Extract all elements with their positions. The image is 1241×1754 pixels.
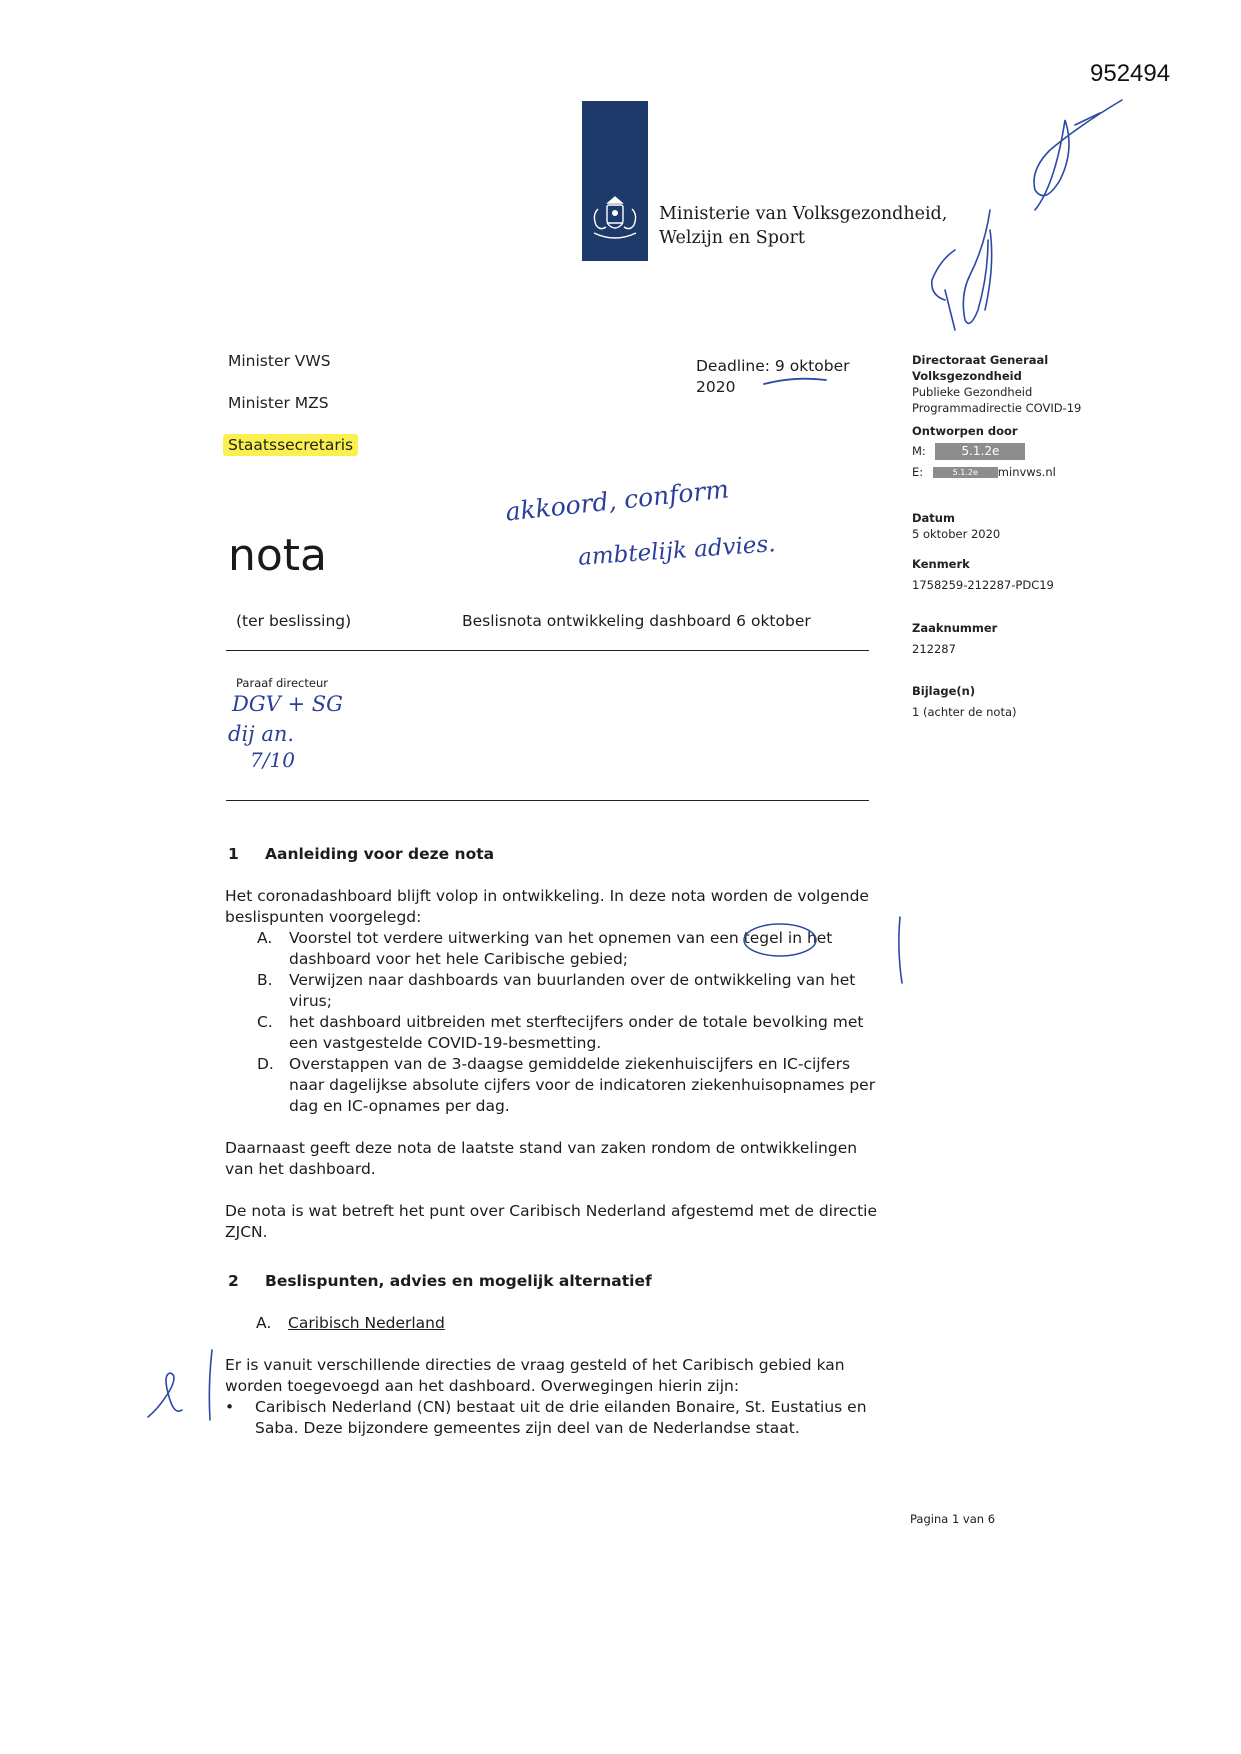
divider-bottom [226, 800, 869, 801]
section2-subheading [256, 1314, 445, 1332]
ministry-name-line1: Ministerie van Volksgezondheid, [659, 204, 948, 224]
handwritten-paraaf-line3: 7/10 [250, 748, 295, 772]
deadline-line2: 2020 [696, 378, 736, 396]
section2-intro: Er is vanuit verschillende directies de vraag gesteld of het Caribisch gebied kan worden toegevoegd aan het dashboard. Overwegingen hierin zijn: [225, 1356, 845, 1395]
redacted-phone: 5.1.2e [935, 443, 1025, 460]
case-label: Zaaknummer [912, 621, 998, 635]
section1-para2: Daarnaast geeft deze nota de laatste stand van zaken rondom de ontwikkelingen van het dashboard. [225, 1139, 858, 1178]
list-item: A. Voorstel tot verdere uitwerking van het opnemen van een tegel in het dashboard voor het hele Caribische gebied; [257, 929, 833, 968]
sidebar-reference [912, 556, 1054, 593]
designed-by-label: Ontworpen door [912, 424, 1018, 438]
reference-value: 1758259-212287-PDC19 [912, 578, 1054, 592]
page-number: Pagina 1 van 6 [910, 1512, 996, 1526]
highlighted-addressee: Staatssecretaris [223, 434, 358, 456]
designed-by-email: E: 5.1.2e minvws.nl [912, 465, 1056, 479]
designed-by-phone: M: 5.1.2e [912, 443, 1056, 460]
deadline-underline-mark [760, 372, 830, 390]
handwritten-margin-check [140, 1345, 220, 1425]
section1-intro: Het coronadashboard blijft volop in ontwikkeling. In deze nota worden de volgende beslispunten voorgelegd: [225, 887, 869, 926]
sidebar-designed-by [912, 423, 1056, 480]
paraaf-label: Paraaf directeur [236, 676, 328, 690]
department-line1: Publieke Gezondheid [912, 385, 1033, 399]
subtitle-decision: (ter beslissing) [236, 612, 352, 630]
directorate-line2: Volksgezondheid [912, 369, 1022, 383]
handwritten-paraaf-line2: dij an. [228, 722, 295, 746]
list-item: B. Verwijzen naar dashboards van buurlanden over de ontwikkeling van het virus; [257, 971, 856, 1010]
department-line2: Programmadirectie COVID-19 [912, 401, 1082, 415]
section1-heading [228, 845, 494, 863]
reference-label: Kenmerk [912, 557, 970, 571]
email-domain: minvws.nl [997, 465, 1056, 479]
section1-title: Aanleiding voor deze nota [265, 845, 495, 863]
sidebar-case-number [912, 620, 997, 657]
list-item: • Caribisch Nederland (CN) bestaat uit de drie eilanden Bonaire, St. Eustatius en Saba. Deze bijzondere gemeentes zijn deel van de Nederlandse staat. [225, 1398, 867, 1437]
handwritten-circle-mark [740, 920, 820, 960]
redacted-email: 5.1.2e [933, 467, 998, 478]
date-value: 5 oktober 2020 [912, 527, 1001, 541]
divider-top [226, 650, 869, 651]
section1-number: 1 [228, 845, 239, 863]
addressee-minister-vws: Minister VWS [228, 352, 331, 370]
attachment-value: 1 (achter de nota) [912, 705, 1017, 719]
sidebar-date [912, 510, 1000, 542]
handwritten-paraaf-line1: DGV + SG [232, 692, 343, 716]
handwritten-signature-marks [860, 95, 1140, 345]
sidebar-attachments [912, 683, 1016, 720]
nota-title: nota [228, 530, 328, 581]
section2-title: Beslispunten, advies en mogelijk alternatief [265, 1272, 652, 1290]
document-number: 952494 [1090, 60, 1171, 87]
list-item: C. het dashboard uitbreiden met sterftecijfers onder de totale bevolking met een vastgestelde COVID-19-besmetting. [257, 1013, 864, 1052]
handwritten-approval-line1: akkoord, conform [504, 474, 731, 527]
date-label: Datum [912, 511, 955, 525]
section2-sub-title: Caribisch Nederland [288, 1314, 445, 1332]
section2-number: 2 [228, 1272, 239, 1290]
subtitle-subject: Beslisnota ontwikkeling dashboard 6 oktober [462, 612, 811, 630]
deadline-line1: Deadline: 9 oktober [696, 357, 850, 375]
handwritten-approval-line2: ambtelijk advies. [577, 531, 777, 571]
directorate-line1: Directoraat Generaal [912, 353, 1049, 367]
section2-sub-label: A. [256, 1314, 272, 1332]
section2-body [225, 1355, 885, 1439]
coat-of-arms-icon [586, 193, 644, 245]
section1-para3: De nota is wat betreft het punt over Caribisch Nederland afgestemd met de directie ZJCN. [225, 1202, 877, 1241]
attachment-label: Bijlage(n) [912, 684, 976, 698]
list-item: D. Overstappen van de 3-daagse gemiddelde ziekenhuiscijfers en IC-cijfers naar dagelijkse absolute cijfers voor de indicatoren ziekenhuisopnames per dag en IC-opnames per dag. [257, 1055, 876, 1115]
addressee-staatssecretaris [228, 436, 358, 454]
section2-heading [228, 1272, 652, 1290]
addressee-minister-mzs: Minister MZS [228, 394, 329, 412]
handwritten-margin-line [890, 915, 910, 985]
sidebar-directorate [912, 352, 1081, 416]
ministry-name-line2: Welzijn en Sport [659, 228, 805, 248]
case-value: 212287 [912, 642, 956, 656]
